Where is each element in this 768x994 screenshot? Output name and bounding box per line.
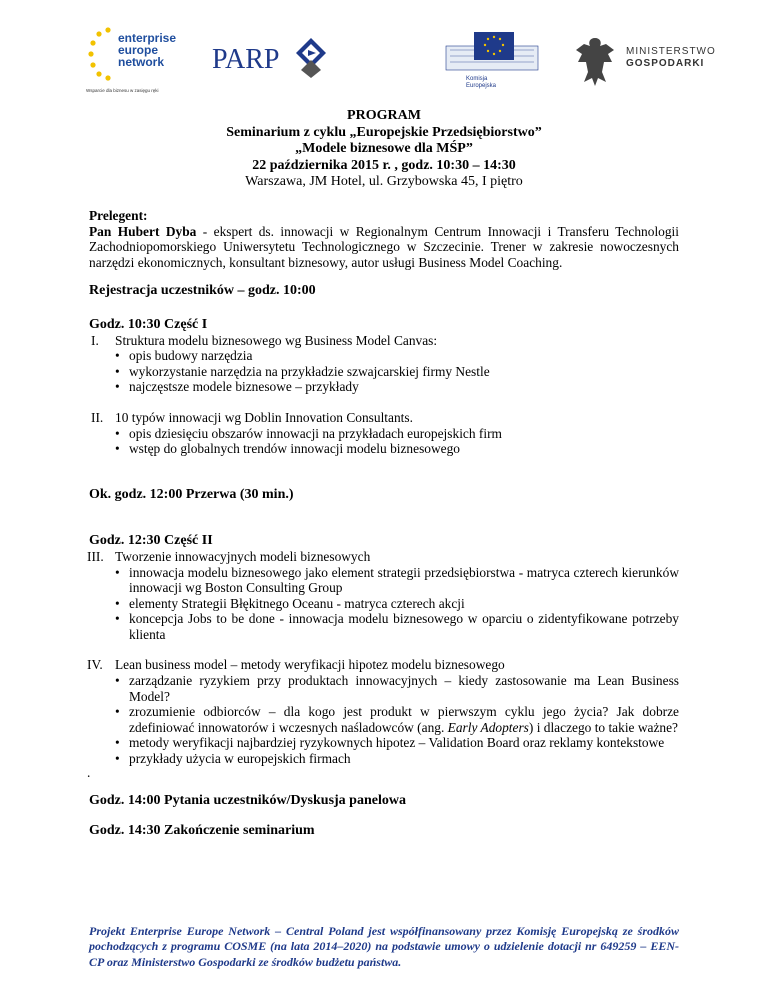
agenda-item-3 [89,549,679,643]
seminar-date: 22 października 2015 r. , godz. 10:30 – 14:30 [252,157,516,173]
logo-bar [0,20,768,100]
stray-dot: . [87,764,91,780]
list-item: • koncepcja Jobs to be done - innowacja modelu biznesowego w oparciu o zidentyfikowane potrzeby klienta [115,611,679,642]
ec-building-icon [440,26,540,74]
agenda-item-number: III. [87,548,104,564]
speaker-description: - ekspert ds. innowacji w Regionalnym Centrum Innowacji i Transferu Technologii Zachodniopomorskiego Uniwersytetu Technologicznego w Szczecinie. Trener w zakresie nowoczesnych narzędzi ekonomicznych, konsultant biznesowy, autor usługi Business Model Coaching. [89,223,679,270]
agenda-item-4 [89,657,679,766]
parp-arrows-icon [296,38,326,78]
ministry-label-2: GOSPODARKI [626,58,705,69]
parp-wordmark: PARP [212,44,280,75]
agenda-bullets [115,565,679,643]
agenda-bullets [115,426,679,457]
registration-line [89,283,679,299]
break-line: Ok. godz. 12:00 Przerwa (30 min.) [89,486,294,502]
registration-time: – godz. 10:00 [234,283,316,299]
agenda-item-title: Struktura modelu biznesowego wg Business Model Canvas: [115,332,438,348]
agenda-bullets [115,348,679,395]
list-item: • elementy Strategii Błękitnego Oceanu - matryca czterech akcji [115,596,679,612]
list-item: • przykłady użycia w europejskich firmach [115,751,679,767]
list-item: • opis dziesięciu obszarów innowacji na przykładach europejskich firm [115,426,679,442]
speaker-bio [89,224,679,271]
list-item: • innowacja modelu biznesowego jako element strategii przedsiębiorstwa - matryca czterech kierunków innowacji wg Boston Consulting Group [115,565,679,596]
seminar-place: Warszawa, JM Hotel, ul. Grzybowska 45, I piętro [245,174,523,190]
list-item: • opis budowy narzędzia [115,348,679,364]
speaker-label: Prelegent: [89,208,148,223]
agenda-item-1 [89,333,679,395]
een-wordmark: enterprise europe network [118,31,177,69]
program-content [89,208,679,839]
enterprise-europe-network-logo [86,24,186,100]
agenda-item-title: Lean business model – metody weryfikacji hipotez modelu biznesowego [115,657,505,673]
closing-line: Godz. 14:30 Zakończenie seminarium [89,823,315,839]
speaker-name: Pan Hubert Dyba [89,223,197,239]
registration-label: Rejestracja uczestników [89,283,235,299]
list-item: • wstęp do globalnych trendów innowacji modelu biznesowego [115,441,679,457]
ministry-of-economy-logo [570,32,720,92]
funding-footer: Projekt Enterprise Europe Network – Central Poland jest współfinansowany przez Komisję Europejską ze środków pochodzących z programu COSME (na lata 2014–2020) na podstawie umowy o udzielenie dotacji nr 649259 – EEN-CP oraz Ministerstwo Gospodarki ze środków budżetu państwa. [89,924,679,969]
list-item: • zarządzanie ryzykiem przy produktach innowacyjnych – kiedy zastosowanie ma Lean Business Model? [115,673,679,704]
agenda-bullets [115,673,679,767]
polish-eagle-icon [570,32,620,92]
list-item: • metody weryfikacji najbardziej ryzykownych hipotez – Validation Board oraz reklamy kontekstowe [115,735,679,751]
seminar-topic: „Modele biznesowe dla MŚP” [295,141,473,157]
program-header [0,108,768,191]
list-item: • zrozumienie odbiorców – dla kogo jest produkt w pierwszym cyklu jego życia? Jak dobrze zdefiniować innowatorów i wczesnych naśladowców (ang. Early Adopters) i dlaczego to takie ważne? [115,704,679,735]
part-1-heading: Godz. 10:30 Część I [89,316,208,332]
agenda-item-title: Tworzenie innowacyjnych modeli biznesowych [115,548,371,564]
een-tagline: Wsparcie dla biznesu w zasięgu ręki [86,88,159,93]
european-commission-logo [440,26,548,96]
parp-logo [212,36,332,86]
program-title: PROGRAM [347,108,421,123]
qa-line: Godz. 14:00 Pytania uczestników/Dyskusja panelowa [89,792,406,808]
list-item: • najczęstsze modele biznesowe – przykłady [115,379,679,395]
agenda-item-title: 10 typów innowacji wg Doblin Innovation Consultants. [115,409,413,425]
list-item: • wykorzystanie narzędzia na przykładzie szwajcarskiej firmy Nestle [115,364,679,380]
ec-label: Komisja Europejska [466,76,497,89]
agenda-item-2 [89,410,679,457]
agenda-item-number: I. [91,332,99,348]
agenda-item-number: IV. [87,657,103,673]
ministry-label-1: MINISTERSTWO [626,46,716,57]
seminar-series: Seminarium z cyklu „Europejskie Przedsiębiorstwo” [226,124,542,140]
agenda-item-number: II. [91,409,104,425]
part-2-heading: Godz. 12:30 Część II [89,533,213,549]
